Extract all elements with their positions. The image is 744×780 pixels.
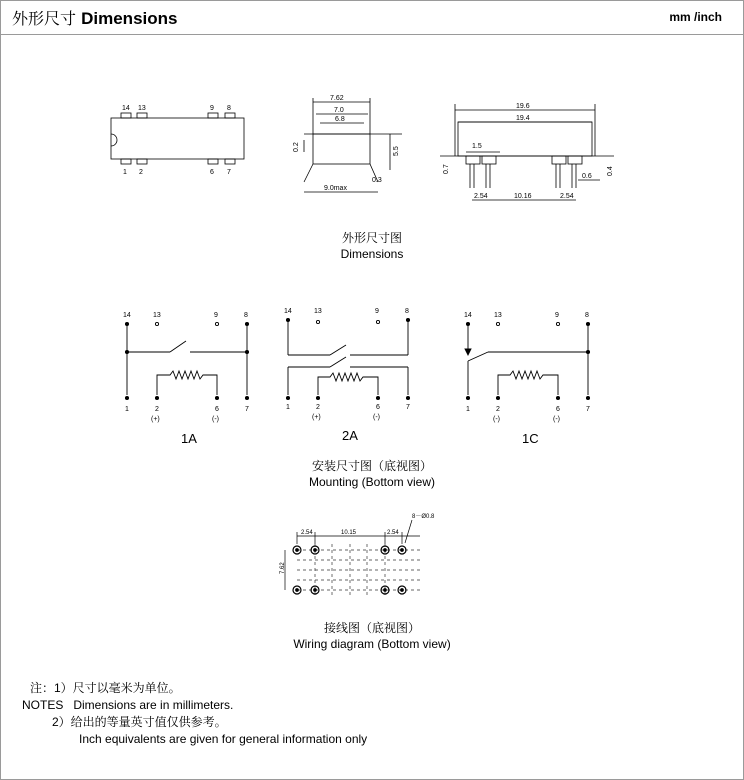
m1c-pin-8: 8 [585, 312, 589, 319]
notes-line-1: 注：1）尺寸以毫米为单位。 [30, 681, 181, 695]
ev-dim-68: 6.8 [335, 116, 345, 123]
m1c-pol-b: (-) [553, 416, 560, 423]
m2a-pin-13: 13 [314, 308, 322, 315]
m1a-pin-1: 1 [125, 406, 129, 413]
sv-dim-254b: 2.54 [560, 193, 574, 200]
mounting-diagrams [0, 305, 744, 435]
notes-line-2: NOTES Dimensions are in millimeters. [22, 698, 234, 712]
top-view [111, 105, 244, 176]
m1a-pin-14: 14 [123, 312, 131, 319]
tv-pin-7: 7 [227, 169, 231, 176]
m1c-pin-7: 7 [586, 406, 590, 413]
mounting-caption [252, 458, 492, 490]
wd-dim-height: 7.62 [280, 562, 286, 574]
wiring-caption-en: Wiring diagram (Bottom view) [293, 637, 451, 651]
m1a-pin-6: 6 [215, 406, 219, 413]
page-title [12, 6, 177, 29]
tv-pin-9: 9 [210, 105, 214, 112]
dimensions-drawing [0, 90, 744, 320]
m2a-pin-9: 9 [375, 308, 379, 315]
m1c-pol-a: (-) [493, 416, 500, 423]
header [0, 0, 744, 35]
sv-dim-04: 0.4 [607, 166, 614, 176]
tv-pin-8: 8 [227, 105, 231, 112]
sv-dim-15: 1.5 [472, 143, 482, 150]
tv-pin-14: 14 [122, 105, 130, 112]
m1c-pin-1: 1 [466, 406, 470, 413]
dimensions-caption-en: Dimensions [340, 247, 404, 261]
wiring-caption-cn: 接线图（底视图） [323, 621, 420, 635]
m1c-pin-6: 6 [556, 406, 560, 413]
ev-dim-55: 5.5 [393, 146, 400, 156]
sv-dim-254a: 2.54 [474, 193, 488, 200]
end-view [293, 95, 402, 192]
m1a-pol-plus: (+) [151, 416, 160, 423]
mounting-caption-en: Mounting (Bottom view) [308, 475, 436, 489]
m2a-pin-8: 8 [405, 308, 409, 315]
m1a-pin-13: 13 [153, 312, 161, 319]
m2a-pin-2: 2 [316, 404, 320, 411]
mounting-caption-cn: 安装尺寸图（底视图） [311, 459, 432, 473]
side-view [440, 103, 614, 200]
ev-dim-03: 0.3 [372, 177, 382, 184]
title-cn: 外形尺寸 [12, 9, 77, 28]
mounting-2a [284, 308, 410, 421]
sv-dim-1016: 10.16 [514, 193, 532, 200]
tv-pin-1: 1 [123, 169, 127, 176]
notes-line-3: 2）给出的等量英寸值仅供参考。 [52, 715, 227, 729]
ev-dim-762: 7.62 [330, 95, 344, 102]
notes [22, 680, 367, 748]
sv-dim-194: 19.4 [516, 115, 530, 122]
dimensions-caption-cn: 外形尺寸图 [341, 231, 402, 245]
mounting-1a [123, 312, 249, 423]
m1a-pin-7: 7 [245, 406, 249, 413]
ev-dim-90max: 9.0max [324, 185, 347, 192]
m1a-pin-2: 2 [155, 406, 159, 413]
ev-dim-70: 7.0 [334, 107, 344, 114]
m2a-pin-7: 7 [406, 404, 410, 411]
label-1a: 1A [181, 431, 197, 446]
m2a-pol-minus: (-) [373, 414, 380, 421]
sv-dim-06: 0.6 [582, 173, 592, 180]
tv-pin-2: 2 [139, 169, 143, 176]
dimensions-caption [272, 230, 472, 262]
m1c-pin-2: 2 [496, 406, 500, 413]
m2a-pin-1: 1 [286, 404, 290, 411]
notes-line-4: Inch equivalents are given for general information only [79, 732, 368, 746]
m1a-pin-8: 8 [244, 312, 248, 319]
mounting-1c [464, 312, 590, 423]
title-en: Dimensions [81, 9, 178, 28]
m1c-pin-14: 14 [464, 312, 472, 319]
tv-pin-6: 6 [210, 169, 214, 176]
wd-holes: 8－Ø0.8 [412, 514, 435, 520]
label-1c: 1C [522, 431, 539, 446]
wd-dim-left: 2.54 [301, 530, 313, 536]
m1c-pin-13: 13 [494, 312, 502, 319]
m1c-pin-9: 9 [555, 312, 559, 319]
units-label: mm /inch [669, 10, 722, 24]
label-2a: 2A [342, 428, 358, 443]
sv-dim-07: 0.7 [443, 164, 450, 174]
m2a-pin-14: 14 [284, 308, 292, 315]
ev-dim-02: 0.2 [293, 142, 300, 152]
wiring-caption [252, 620, 492, 652]
m1a-pol-minus: (-) [212, 416, 219, 423]
tv-pin-13: 13 [138, 105, 146, 112]
wiring-diagram [275, 508, 455, 603]
m2a-pol-plus: (+) [312, 414, 321, 421]
wd-dim-mid: 10.15 [341, 530, 357, 536]
m2a-pin-6: 6 [376, 404, 380, 411]
sv-dim-196: 19.6 [516, 103, 530, 110]
wd-dim-right: 2.54 [387, 530, 399, 536]
m1a-pin-9: 9 [214, 312, 218, 319]
